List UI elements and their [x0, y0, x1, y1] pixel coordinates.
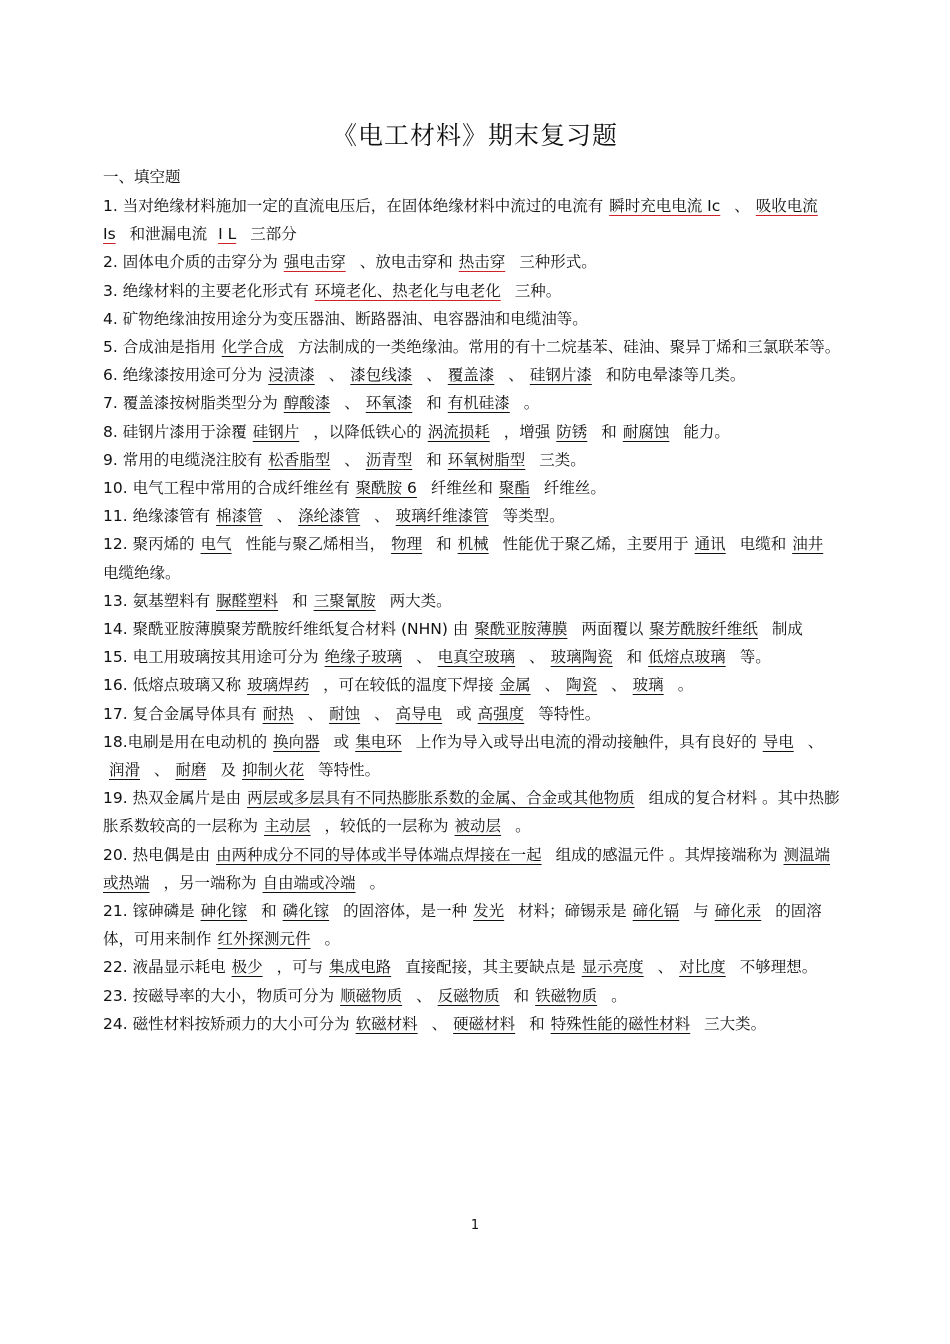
question-text: 。 [515, 817, 531, 836]
question-item [103, 700, 843, 728]
question-text: 性能与聚乙烯相当， [245, 535, 386, 554]
answer-blank: 集成电路 [329, 958, 392, 977]
question-text: 2. 固体电介质的击穿分为 [103, 253, 278, 272]
answer-blank: 聚酰胺 6 [355, 479, 417, 498]
question-text: ，可与 [276, 958, 324, 977]
question-text: 、 [374, 507, 390, 526]
answer-blank: 红外探测元件 [217, 930, 311, 949]
answer-blank: 环境老化、热老化与电老化 [314, 281, 501, 300]
answer-blank: 导电 [762, 732, 794, 751]
question-text: 和 [292, 591, 308, 610]
question-item [103, 982, 843, 1010]
question-item [103, 502, 843, 530]
question-text: 17. 复合金属导体具有 [103, 704, 257, 723]
answer-blank: 极少 [231, 958, 263, 977]
answer-blank: 高强度 [477, 704, 525, 723]
question-text: 、 [328, 366, 345, 385]
question-text: 19. 热双金属片是由 [103, 789, 242, 808]
question-text: 方法制成的一类绝缘油。常用的有十二烷基苯、硅油、聚异丁烯和三氯联苯等。 [297, 338, 841, 357]
answer-blank: 脲醛塑料 [216, 591, 279, 610]
question-item [103, 333, 843, 361]
answer-blank: 聚酯 [498, 479, 530, 498]
question-text: ，增强 [503, 422, 551, 441]
question-text: 及 [220, 761, 237, 780]
question-text: 、 [416, 986, 432, 1005]
question-text: 三类。 [539, 450, 586, 469]
question-item [103, 389, 843, 417]
question-text: 、 [529, 648, 545, 667]
question-text: 或 [456, 704, 472, 723]
question-text: 两大类。 [389, 591, 452, 610]
answer-blank: 铁磁物质 [535, 986, 598, 1005]
question-text: 和 [529, 1014, 545, 1033]
answer-blank: 耐热 [262, 704, 294, 723]
answer-blank: 松香脂型 [268, 450, 331, 469]
question-text: 3. 绝缘材料的主要老化形式有 [103, 281, 309, 300]
answer-blank: 玻璃陶瓷 [550, 648, 613, 667]
answer-blank: 被动层 [454, 817, 502, 836]
answer-blank: 发光 [473, 902, 505, 921]
question-text: 22. 液晶显示耗电 [103, 958, 226, 977]
question-text: 、 [508, 366, 524, 385]
question-text: 和 [601, 422, 617, 441]
question-text: 。 [677, 676, 694, 695]
question-item [103, 192, 843, 248]
question-text: 纤维丝。 [543, 479, 606, 498]
question-text: 等特性。 [318, 761, 381, 780]
question-text: 、 [416, 648, 432, 667]
answer-blank: 特殊性能的磁性材料 [550, 1014, 691, 1033]
question-list [103, 192, 843, 1038]
answer-blank: 顺磁物质 [340, 986, 403, 1005]
question-text: 、 [544, 676, 561, 695]
question-text: 11. 绝缘漆管有 [103, 507, 211, 526]
question-text: 等。 [739, 648, 771, 667]
question-item [103, 728, 843, 784]
answer-blank: 沥青型 [365, 450, 413, 469]
question-text: 、 [374, 704, 390, 723]
answer-blank: 两层或多层具有不同热膨胀系数的金属、合金或其他物质 [247, 789, 635, 808]
question-text: 三种形式。 [519, 253, 597, 272]
answer-blank: 测温端或热端 [103, 845, 831, 892]
answer-blank: 耐磨 [175, 761, 207, 780]
question-item [103, 615, 843, 643]
section-heading: 一、填空题 [103, 168, 181, 186]
question-text: 电缆和 [739, 535, 787, 554]
answer-blank: 磷化镓 [282, 902, 330, 921]
question-item [103, 587, 843, 615]
question-text: 的固溶体，可用来制作 [103, 902, 822, 949]
answer-blank: 绝缘子玻璃 [324, 648, 403, 667]
question-text: 。 [611, 986, 627, 1005]
question-text: 和 [626, 648, 643, 667]
question-text: 4. 矿物绝缘油按用途分为变压器油、断路器油、电容器油和电缆油等。 [103, 309, 588, 328]
answer-blank: 玻璃焊药 [247, 676, 310, 695]
question-text: 23. 按磁导率的大小，物质可分为 [103, 986, 335, 1005]
question-text: 直接配接，其主要缺点是 [405, 958, 576, 977]
question-text: 18.电刷是用在电动机的 [103, 732, 268, 751]
question-text: 不够理想。 [739, 958, 818, 977]
question-text: ，另一端称为 [163, 873, 257, 892]
answer-blank: 环氧漆 [365, 394, 413, 413]
question-text: 和 [426, 450, 442, 469]
page-number: 1 [470, 1218, 480, 1233]
answer-blank: 通讯 [694, 535, 726, 554]
answer-blank: 反磁物质 [437, 986, 500, 1005]
question-text: ，以降低铁心的 [313, 422, 422, 441]
answer-blank: 聚芳酰胺纤维纸 [649, 620, 758, 639]
question-text: 电缆绝缘。 [103, 563, 181, 582]
question-text: 8. 硅钢片漆用于涂覆 [103, 422, 247, 441]
answer-blank: 主动层 [264, 817, 311, 836]
question-text: 的固溶体，是一种 [343, 902, 468, 921]
question-text: 5. 合成油是指用 [103, 338, 216, 357]
answer-blank: 化学合成 [221, 338, 284, 357]
question-item [103, 418, 843, 446]
question-item [103, 248, 843, 276]
question-text: 、放电击穿和 [359, 253, 453, 272]
question-text: 、 [657, 958, 674, 977]
page-title: 《电工材料》期末复习题 [331, 121, 618, 150]
question-text: 14. 聚酰亚胺薄膜聚芳酰胺纤维纸复合材料 (NHN) 由 [103, 620, 469, 639]
answer-blank: 涤纶漆管 [298, 507, 361, 526]
question-text: 和 [426, 394, 442, 413]
answer-blank: 换向器 [273, 732, 320, 751]
question-text: 和 [513, 986, 530, 1005]
answer-blank: 高导电 [395, 704, 443, 723]
answer-blank: 碲化汞 [714, 902, 762, 921]
question-text: 或 [333, 732, 350, 751]
question-text: 能力。 [683, 422, 730, 441]
question-text: 纤维丝和 [430, 479, 493, 498]
question-text: 两面覆以 [581, 620, 644, 639]
answer-blank: 润滑 [109, 761, 141, 780]
question-text: 性能优于聚乙烯，主要用于 [502, 535, 689, 554]
question-text: 20. 热电偶是由 [103, 845, 211, 864]
question-text: 、 [807, 732, 824, 751]
answer-blank: 玻璃纤维漆管 [395, 507, 489, 526]
answer-blank: 涡流损耗 [427, 422, 490, 441]
question-item [103, 305, 843, 333]
question-text: 三部分 [250, 225, 297, 244]
answer-blank: I L [218, 225, 237, 244]
answer-blank: 对比度 [679, 958, 726, 977]
question-text: 组成的感温元件 。其焊接端称为 [555, 845, 778, 864]
answer-blank: 三聚氰胺 [313, 591, 376, 610]
answer-blank: 醇酸漆 [283, 394, 331, 413]
question-text: 材料；碲锡汞是 [518, 902, 627, 921]
question-text: 等特性。 [538, 704, 601, 723]
question-text: 。 [523, 394, 540, 413]
answer-blank: 热击穿 [458, 253, 506, 272]
answer-blank: 陶瓷 [566, 676, 598, 695]
question-text: 、 [734, 197, 750, 215]
question-item [103, 671, 843, 699]
question-text: 13. 氨基塑料有 [103, 591, 211, 610]
question-text: 和泄漏电流 [129, 225, 213, 244]
answer-blank: 覆盖漆 [447, 366, 495, 385]
answer-blank: 油井 [792, 535, 824, 554]
question-text: 24. 磁性材料按矫顽力的大小可分为 [103, 1014, 350, 1033]
answer-blank: 显示亮度 [581, 958, 644, 977]
question-text: 制成 [771, 620, 803, 639]
question-text: 、 [344, 450, 360, 469]
question-text: 21. 镓砷磷是 [103, 902, 195, 921]
question-item [103, 530, 843, 586]
answer-blank: 聚酰亚胺薄膜 [474, 620, 568, 639]
question-item [103, 1010, 843, 1038]
question-text: 、 [611, 676, 627, 695]
question-item [103, 446, 843, 474]
question-text: 三种。 [514, 281, 562, 300]
answer-blank: 物理 [391, 535, 423, 554]
question-text: 10. 电气工程中常用的合成纤维丝有 [103, 479, 350, 498]
question-text: 与 [693, 902, 709, 921]
answer-blank: 电气 [200, 535, 232, 554]
answer-blank: 由两种成分不同的导体或半导体端点焊接在一起 [216, 845, 542, 864]
answer-blank: 瞬时充电电流 Ic [609, 197, 721, 215]
question-text: 9. 常用的电缆浇注胶有 [103, 450, 263, 469]
answer-blank: 硅钢片漆 [529, 366, 592, 385]
question-text: 和 [436, 535, 452, 554]
answer-blank: 低熔点玻璃 [648, 648, 726, 667]
question-text: 、 [154, 761, 170, 780]
answer-blank: 软磁材料 [355, 1014, 418, 1033]
question-text: 、 [344, 394, 360, 413]
question-text: 、 [276, 507, 293, 526]
answer-blank: 电真空玻璃 [437, 648, 516, 667]
answer-blank: 防锈 [556, 422, 588, 441]
question-text: 16. 低熔点玻璃又称 [103, 676, 242, 695]
question-text: 、 [307, 704, 324, 723]
answer-blank: 环氧树脂型 [447, 450, 526, 469]
answer-blank: 硅钢片 [252, 422, 300, 441]
answer-blank: 硬磁材料 [453, 1014, 516, 1033]
question-item [103, 784, 843, 840]
question-text: 和防电晕漆等几类。 [605, 366, 746, 385]
question-item [103, 361, 843, 389]
question-text: 上作为导入或导出电流的滑动接触件，具有良好的 [415, 732, 757, 751]
question-text: 和 [261, 902, 277, 921]
answer-blank: 浸渍漆 [268, 366, 315, 385]
answer-blank: 金属 [499, 676, 531, 695]
question-text: 。 [324, 930, 341, 949]
answer-blank: 漆包线漆 [350, 366, 413, 385]
question-item [103, 474, 843, 502]
answer-blank: 吸收电流 Is [103, 197, 818, 244]
question-text: 7. 覆盖漆按树脂类型分为 [103, 394, 278, 413]
answer-blank: 耐蚀 [329, 704, 361, 723]
answer-blank: 机械 [457, 535, 489, 554]
question-text: 1. 当对绝缘材料施加一定的直流电压后，在固体绝缘材料中流过的电流有 [103, 197, 604, 215]
answer-blank: 耐腐蚀 [622, 422, 670, 441]
question-text: 三大类。 [704, 1014, 767, 1033]
question-text: ，较低的一层称为 [324, 817, 449, 836]
question-item [103, 841, 843, 897]
question-text: 12. 聚丙烯的 [103, 535, 195, 554]
answer-blank: 棉漆管 [216, 507, 263, 526]
answer-blank: 砷化镓 [200, 902, 248, 921]
question-text: 。 [369, 873, 386, 892]
question-text: 组成的复合材料 。其中热膨胀系数较高的一层称为 [103, 789, 840, 836]
question-item [103, 277, 843, 305]
question-item [103, 953, 843, 981]
question-text: 15. 电工用玻璃按其用途可分为 [103, 648, 319, 667]
answer-blank: 碲化镉 [632, 902, 680, 921]
answer-blank: 抑制火花 [242, 761, 305, 780]
question-text: 、 [426, 366, 442, 385]
answer-blank: 集电环 [355, 732, 402, 751]
answer-blank: 自由端或冷端 [262, 873, 356, 892]
answer-blank: 有机硅漆 [447, 394, 510, 413]
question-item [103, 897, 843, 953]
question-item [103, 643, 843, 671]
question-text: 、 [431, 1014, 448, 1033]
question-text: ，可在较低的温度下焊接 [323, 676, 494, 695]
question-text: 等类型。 [502, 507, 565, 526]
question-text: 6. 绝缘漆按用途可分为 [103, 366, 263, 385]
answer-blank: 玻璃 [632, 676, 664, 695]
answer-blank: 强电击穿 [283, 253, 346, 272]
